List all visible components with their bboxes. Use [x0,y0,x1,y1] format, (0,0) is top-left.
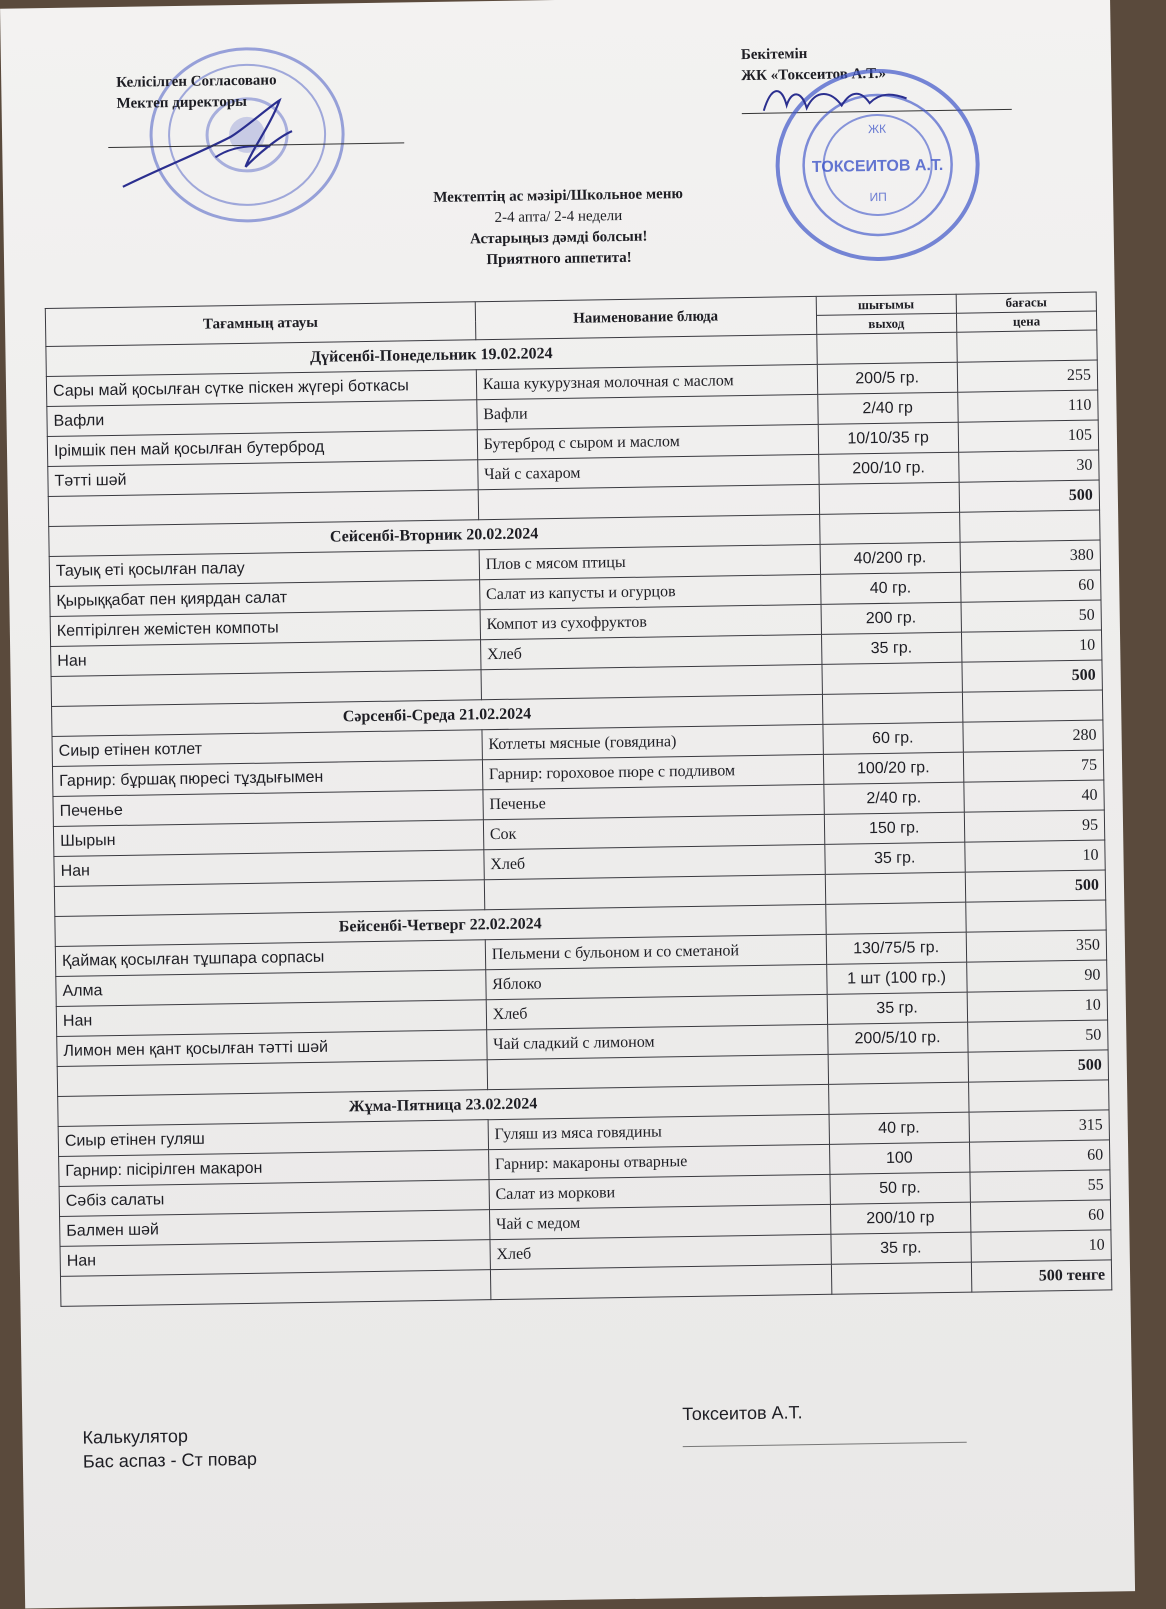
day-header: Бейсенбі-Четверг 22.02.2024 [55,904,826,946]
dish-output: 2/40 гр. [823,782,964,814]
dish-price: 105 [958,420,1099,452]
dish-kz: Қырыққабат пен қиярдан салат [50,580,480,617]
dish-kz: Сары май қосылған сүтке піскен жүгері боткасы [46,370,476,407]
dish-ru: Каша кукурузная молочная с маслом [476,364,817,399]
dish-kz: Сиыр етінен гуляш [58,1120,488,1157]
dish-price: 90 [967,960,1108,992]
dish-ru: Гарнир: макароны отварные [488,1144,829,1179]
dish-price: 30 [959,450,1100,482]
dish-output: 10/10/35 гр [818,422,959,454]
approved-label: Бекітемін [740,46,808,64]
col-header-price-kz: бағасы [956,292,1096,313]
dish-output: 200/10 гр. [818,452,959,484]
dish-price: 315 [969,1110,1110,1142]
dish-price: 50 [967,1020,1108,1052]
dish-price: 40 [964,780,1105,812]
svg-text:ЖК: ЖК [867,121,887,137]
dish-price: 380 [960,540,1101,572]
dish-ru: Сок [483,814,824,849]
dish-ru: Яблоко [485,964,826,999]
dish-ru: Хлеб [484,844,825,879]
svg-text:ТОКСЕИТОВ А.Т.: ТОКСЕИТОВ А.Т. [811,156,944,176]
dish-ru: Салат из моркови [489,1174,830,1209]
col-header-output-ru: выход [816,313,957,334]
menu-heading [333,182,784,273]
dish-ru: Хлеб [490,1234,831,1269]
dish-kz: Балмен шәй [60,1210,490,1247]
dish-kz: Нан [56,1000,486,1037]
day-total: 500 [959,480,1100,512]
dish-output: 2/40 гр [817,392,958,424]
dish-output: 35 гр. [824,842,965,874]
dish-ru: Чай с сахаром [477,454,818,489]
dish-price: 255 [957,360,1098,392]
dish-kz: Печенье [53,790,483,827]
footer-roles [82,1423,257,1474]
dish-output: 130/75/5 гр. [826,932,967,964]
dish-output: 200 гр. [821,602,962,634]
dish-output: 35 гр. [821,632,962,664]
dish-ru: Гарнир: гороховое пюре с подливом [482,754,823,789]
dish-price: 60 [969,1140,1110,1172]
dish-price: 10 [967,990,1108,1022]
dish-ru: Хлеб [486,994,827,1029]
dish-kz: Кептірілген жемістен компоты [50,610,480,647]
dish-kz: Тауық еті қосылған палау [49,550,479,587]
dish-price: 75 [963,750,1104,782]
day-total: 500 [968,1050,1109,1082]
dish-ru: Чай с медом [489,1204,830,1239]
agreed-label: Келісілген Согласовано [116,72,277,91]
dish-ru: Печенье [483,784,824,819]
dish-ru: Хлеб [480,634,821,669]
col-header-ru: Наименование блюда [475,296,816,339]
bon-appetit-ru: Приятного аппетита! [486,249,632,269]
col-header-price-ru: цена [956,311,1096,332]
day-header: Жұма-Пятница 23.02.2024 [58,1084,829,1126]
dish-output: 150 гр. [824,812,965,844]
dish-ru: Компот из сухофруктов [480,604,821,639]
col-header-output-kz: шығымы [816,294,957,315]
dish-ru: Плов с мясом птицы [479,544,820,579]
dish-price: 55 [970,1170,1111,1202]
dish-price: 10 [971,1230,1112,1262]
dish-kz: Сиыр етінен котлет [52,730,482,767]
svg-text:ИП: ИП [869,189,887,205]
agreed-block [116,70,277,115]
dish-kz: Сәбіз салаты [59,1180,489,1217]
dish-output: 40/200 гр. [820,542,961,574]
menu-weeks: 2-4 апта/ 2-4 недели [494,207,623,226]
dish-output: 35 гр. [827,992,968,1024]
approver-signature [761,78,912,120]
day-header: Сәрсенбі-Среда 21.02.2024 [52,694,823,736]
dish-kz: Лимон мен қант қосылған тәтті шәй [57,1030,487,1067]
dish-price: 350 [966,930,1107,962]
menu-table [45,292,1113,1307]
dish-ru: Пельмени с бульоном и со сметаной [485,934,826,969]
dish-output: 50 гр. [829,1172,970,1204]
col-header-kz: Тағамның атауы [45,302,475,347]
dish-kz: Нан [54,850,484,887]
day-total: 500 [965,870,1106,902]
dish-price: 50 [961,600,1102,632]
day-header: Сейсенбі-Вторник 20.02.2024 [49,514,820,556]
dish-ru: Вафли [477,394,818,429]
dish-output: 40 гр. [829,1112,970,1144]
dish-output: 200/5 гр. [817,362,958,394]
dish-output: 200/5/10 гр. [827,1022,968,1054]
dish-ru: Котлеты мясные (говядина) [482,724,823,759]
dish-price: 10 [961,630,1102,662]
dish-output: 60 гр. [822,722,963,754]
day-header: Дүйсенбі-Понедельник 19.02.2024 [46,334,817,376]
bon-appetit-kz: Астарыңыз дәмді болсын! [469,228,648,248]
dish-price: 10 [965,840,1106,872]
dish-price: 110 [958,390,1099,422]
dish-price: 280 [963,720,1104,752]
dish-ru: Гуляш из мяса говядины [488,1114,829,1149]
footer-name: Токсеитов А.Т. [682,1402,803,1425]
dish-kz: Нан [60,1240,490,1277]
dish-kz: Гарнир: пісірілген макарон [59,1150,489,1187]
dish-kz: Қаймақ қосылған тұшпара сорпасы [55,940,485,977]
dish-price: 60 [970,1200,1111,1232]
dish-output: 1 шт (100 гр.) [826,962,967,994]
dish-kz: Шырын [53,820,483,857]
dish-price: 60 [960,570,1101,602]
dish-output: 100 [829,1142,970,1174]
dish-kz: Алма [56,970,486,1007]
dish-output: 100/20 гр. [823,752,964,784]
day-total: 500 [962,660,1103,692]
day-total: 500 тенге [971,1260,1112,1292]
dish-ru: Чай сладкий с лимоном [486,1024,827,1059]
dish-ru: Бутерброд с сыром и маслом [477,424,818,459]
dish-ru: Салат из капусты и огурцов [479,574,820,609]
director-label: Мектеп директоры [116,93,247,112]
dish-output: 200/10 гр [830,1202,971,1234]
dish-price: 95 [964,810,1105,842]
chef-label: Бас аспаз - Ст повар [82,1448,258,1472]
dish-kz: Гарнир: бұршақ пюресі тұздығымен [52,760,482,797]
calculator-label: Калькулятор [82,1425,189,1448]
dish-kz: Вафли [47,400,477,437]
dish-kz: Нан [51,640,481,677]
dish-kz: Ірімшік пен май қосылған бутерброд [47,430,477,467]
footer-signature-line [683,1442,967,1447]
company-label: ЖК «Токсеитов А.Т.» [741,65,887,85]
dish-kz: Тәтті шәй [48,460,478,497]
dish-output: 35 гр. [830,1232,971,1264]
dish-output: 40 гр. [820,572,961,604]
menu-title: Мектептің ас мәзірі/Школьное меню [433,186,683,206]
